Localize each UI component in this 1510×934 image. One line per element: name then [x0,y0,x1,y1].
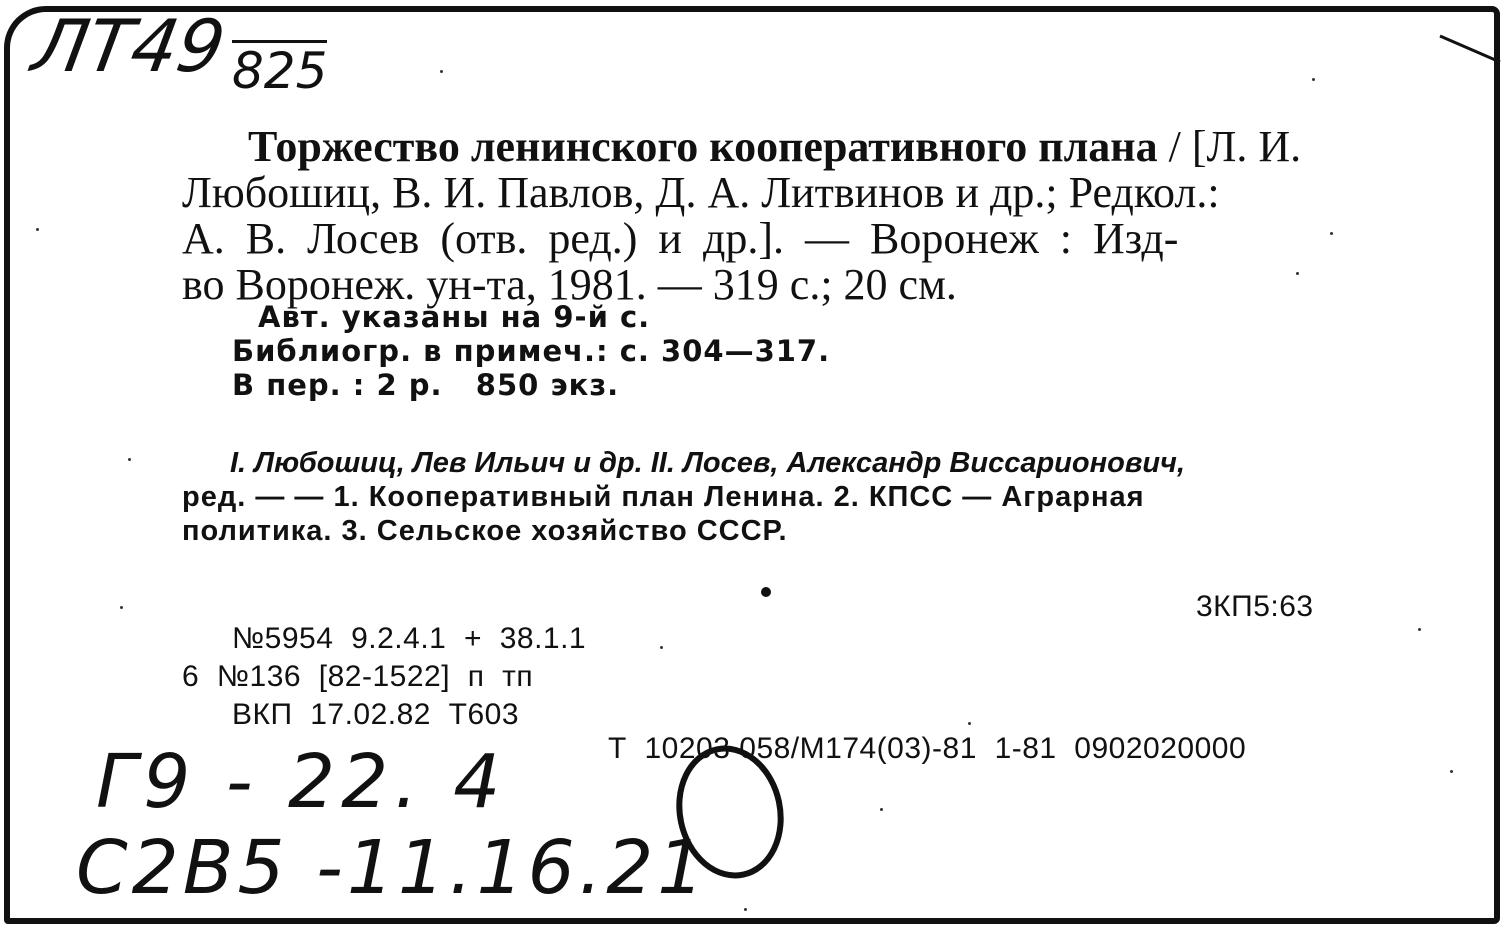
entry-line-4: во Воронеж. ун-та, 1981. — 319 с.; 20 см. [182,260,957,309]
handwritten-call-number: ЛТ49 [26,4,232,88]
tracing-added-entries: I. Любошиц, Лев Ильич и др. II. Лосев, Александр Виссарионович, [230,447,1186,479]
code-line-3: ВКП 17.02.82 Т603 [232,698,520,731]
note-authors: Авт. указаны на 9-й с. [258,300,651,334]
tracing-line-2: ред. — — 1. Кооперативный план Ленина. 2. КПСС — Аграрная [182,481,1145,513]
entry-line-3: А. В. Лосев (отв. ред.) и др.]. — Воронеж : Изд- [182,214,1179,263]
book-title: Торжество ленинского кооперативного плана [248,122,1158,171]
entry-line-2: Любошиц, В. И. Павлов, Д. А. Литвинов и др.; Редкол.: [182,168,1220,217]
handwritten-shelf-mark-1: Г9 - 22. 4 [96,739,507,825]
handwritten-fraction: 825 [232,42,328,100]
corner-mark [1440,36,1500,62]
ink-dot [761,587,771,597]
code-line-1: №5954 9.2.4.1 + 38.1.1 [232,622,587,655]
classification-index: 3КП5:63 [1196,590,1314,623]
handwritten-shelf-mark-2: С2В5 -11.16.21 [76,825,709,911]
hand-drawn-circle [668,739,792,885]
publisher-code: Т 10203 058/М174(03)-81 1-81 0902020000 [608,732,1247,765]
note-bibliography: Библиогр. в примеч.: с. 304—317. [232,334,831,368]
tracing-line-3: политика. 3. Сельское хозяйство СССР. [182,515,788,547]
entry-line-1-rest: / [Л. И. [1157,122,1302,171]
code-line-2: 6 №136 [82-1522] п тп [182,660,534,693]
note-binding-price: В пер. : 2 р. 850 экз. [232,368,620,402]
